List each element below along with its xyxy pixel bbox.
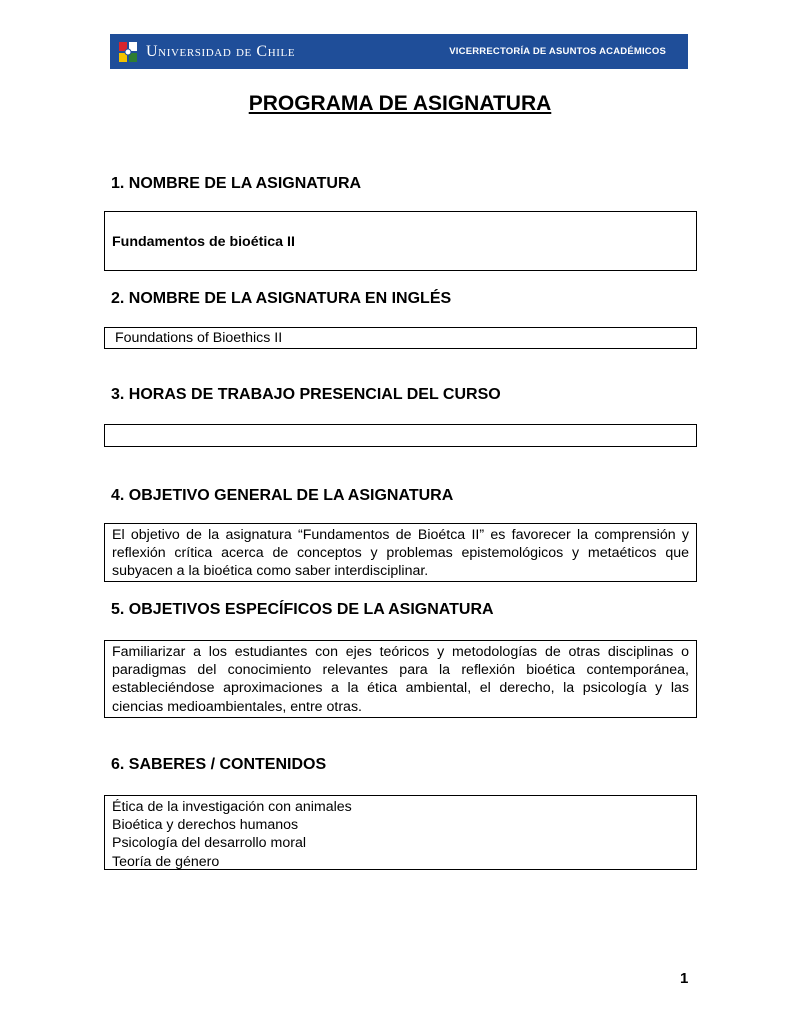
- section-3-box: [104, 424, 697, 447]
- section-6-box: [104, 795, 697, 870]
- general-objective-text: El objetivo de la asignatura “Fundamentos de Bioétca II” es favorecer la comprensión y reflexión crítica acerca de conceptos y problemas epistemológicos y metaéticos que subyacen a la bioética como saber interdisciplinar.: [112, 527, 689, 580]
- specific-objectives-text: Familiarizar a los estudiantes con ejes teóricos y metodologías de otras disciplinas o paradigmas del conocimiento relevantes para la reflexión bioética contemporánea, estableciéndose aproximaciones a la ética ambiental, el derecho, la psicología y las ciencias medioambientales, entre otras.: [112, 644, 689, 715]
- section-3-heading: 3. HORAS DE TRABAJO PRESENCIAL DEL CURSO: [111, 386, 501, 403]
- section-4-heading: 4. OBJETIVO GENERAL DE LA ASIGNATURA: [111, 487, 454, 504]
- page-title: PROGRAMA DE ASIGNATURA: [248, 92, 552, 115]
- header-banner: [110, 34, 688, 69]
- course-name: Fundamentos de bioética II: [112, 234, 295, 250]
- section-5-heading: 5. OBJETIVOS ESPECÍFICOS DE LA ASIGNATURA: [111, 601, 494, 618]
- course-name-english: Foundations of Bioethics II: [115, 330, 283, 346]
- content-item: Teoría de género: [112, 853, 220, 870]
- section-1-box: [104, 211, 697, 271]
- section-6-heading: 6. SABERES / CONTENIDOS: [111, 756, 327, 773]
- content-item: Ética de la investigación con animales: [112, 799, 352, 815]
- section-2-heading: 2. NOMBRE DE LA ASIGNATURA EN INGLÉS: [111, 290, 452, 307]
- university-name: Universidad de Chile: [146, 42, 296, 60]
- university-crest-icon: [118, 40, 138, 64]
- department-name: VICERRECTORÍA DE ASUNTOS ACADÉMICOS: [449, 46, 666, 57]
- page-number: 1: [680, 970, 689, 987]
- section-5-box: [104, 640, 697, 718]
- university-brand: [118, 40, 295, 64]
- section-1-heading: 1. NOMBRE DE LA ASIGNATURA: [111, 175, 362, 192]
- content-item: Bioética y derechos humanos: [112, 817, 299, 834]
- section-2-box: [104, 327, 697, 349]
- content-item: Psicología del desarrollo moral: [112, 835, 306, 852]
- section-4-box: [104, 523, 697, 582]
